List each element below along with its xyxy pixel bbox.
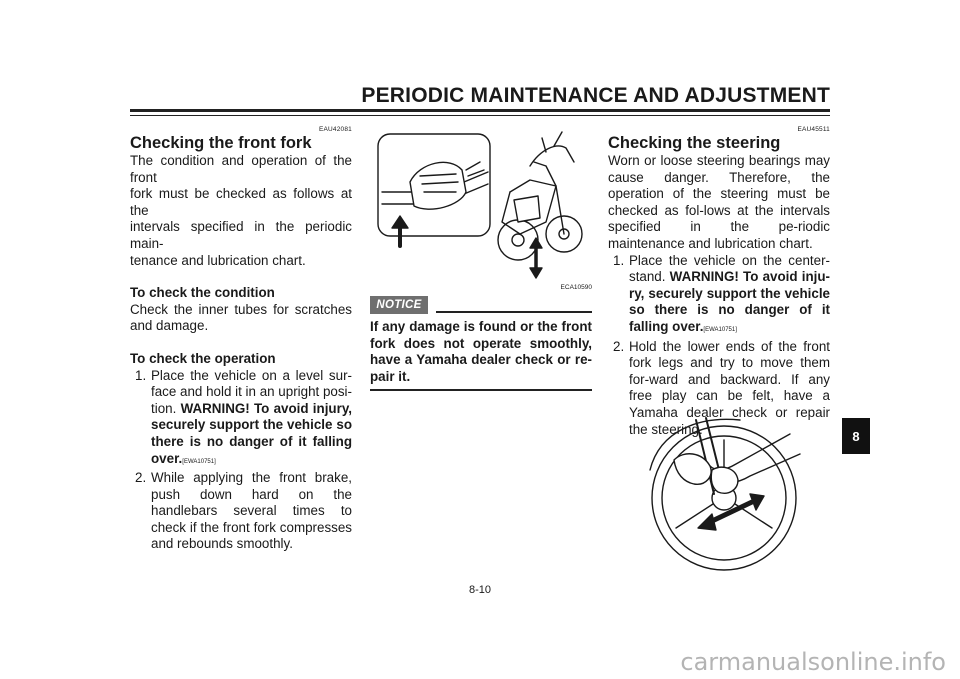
step-text: Hold the lower ends of the front fork legs and try to move them for-ward and backward. If any free play can be felt, have a Yamaha dealer check or repair the steering. <box>629 338 830 437</box>
section-code: EAU45511 <box>797 126 830 133</box>
section-code: EAU42081 <box>318 126 352 133</box>
notice-badge: NOTICE <box>370 296 428 314</box>
warning-text: WARNING! To avoid injury, securely support the vehicle so there is no danger of it falling over. <box>151 400 352 466</box>
notice-rule <box>436 311 592 313</box>
section-title-steering: Checking the steering <box>608 134 781 152</box>
operation-step-2 <box>130 470 352 553</box>
intro-line-4: tenance and lubrication chart. <box>130 252 306 268</box>
operation-step-1 <box>130 368 352 471</box>
notice-code: ECA10590 <box>560 284 592 291</box>
condition-text: Check the inner tubes for scratches and damage. <box>130 301 352 334</box>
chapter-tab: 8 <box>842 418 870 454</box>
section-title-front-fork: Checking the front fork <box>130 134 312 152</box>
intro-line-1: The condition and operation of the front <box>130 153 352 185</box>
steering-step-1 <box>608 253 830 339</box>
intro-line-3: intervals specified in the periodic main- <box>130 219 352 251</box>
warning-text: WARNING! To avoid inju-ry, securely support the vehicle so there is no danger of it falling over. <box>629 269 830 334</box>
warning-ref: [EWA10751] <box>182 458 216 465</box>
operation-heading: To check the operation <box>130 350 276 366</box>
header-rule-thin <box>130 115 830 116</box>
right-column <box>608 122 830 438</box>
front-fork-check-illustration <box>370 122 592 282</box>
page-header-title: PERIODIC MAINTENANCE AND ADJUSTMENT <box>361 84 830 107</box>
page-header <box>130 84 830 124</box>
left-column <box>130 122 352 553</box>
notice-text: If any damage is found or the front fork does not operate smoothly, have a Yamaha dealer check or re-pair it. <box>370 319 592 384</box>
watermark: carmanualsonline.info <box>680 648 946 676</box>
page-number: 8-10 <box>468 584 492 596</box>
step-number: 2. <box>613 338 625 354</box>
notice-header <box>370 296 592 314</box>
step-number: 1. <box>613 252 625 268</box>
intro-line-2: fork must be checked as follows at the <box>130 186 352 218</box>
step-text: While applying the front brake, push down hard on the handlebars several times to check if the front fork compresses and rebounds smoothly. <box>151 470 352 552</box>
condition-heading: To check the condition <box>130 285 275 301</box>
steering-intro: Worn or loose steering bearings may cause danger. Therefore, the operation of the steering must be checked as fol-lows at the intervals specified in the pe-riodic maintenance and lubrication chart. <box>608 153 830 251</box>
warning-ref: [EWA10751] <box>703 326 737 333</box>
header-rule-thick <box>130 109 830 112</box>
step-text: Place the vehicle on the center-stand. <box>629 252 830 285</box>
step-number: 2. <box>135 470 147 486</box>
middle-column <box>370 122 592 391</box>
notice-end-rule <box>370 389 592 391</box>
step-number: 1. <box>135 367 147 383</box>
step-text: Place the vehicle on a level sur-face and hold it in an upright posi-tion. <box>151 367 352 416</box>
steering-check-illustration <box>640 410 810 578</box>
